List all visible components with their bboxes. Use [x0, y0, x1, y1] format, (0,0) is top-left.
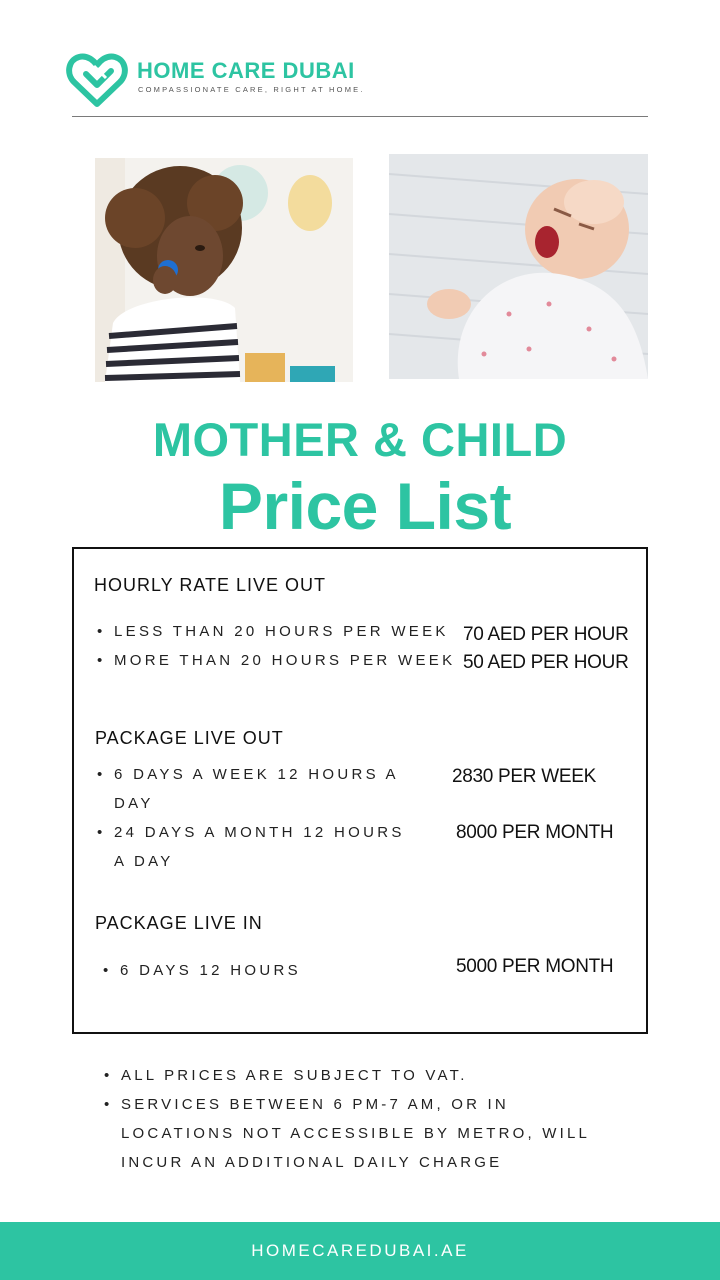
baby-photo [389, 154, 648, 379]
bullet: • [97, 652, 106, 669]
list-item [97, 617, 449, 646]
item-label: 6 DAYS 12 HOURS [120, 962, 301, 979]
header-divider [72, 116, 648, 117]
item-price: 70 AED PER HOUR [463, 624, 629, 645]
list-item [97, 760, 399, 789]
item-label-line2: A DAY [114, 853, 174, 870]
bullet: • [97, 824, 106, 841]
brand-name: HOME CARE DUBAI [137, 58, 355, 83]
item-price: 50 AED PER HOUR [463, 652, 629, 673]
bullet: • [97, 623, 106, 640]
note-line1: ALL PRICES ARE SUBJECT TO VAT. [121, 1067, 468, 1084]
item-price: 8000 PER MONTH [456, 822, 614, 843]
brand-tagline: COMPASSIONATE CARE, RIGHT AT HOME. [138, 85, 365, 94]
title-mother-child: MOTHER & CHILD [152, 413, 568, 466]
heart-logo-icon [66, 52, 128, 108]
note-item [104, 1090, 509, 1119]
item-label: LESS THAN 20 HOURS PER WEEK [114, 623, 449, 640]
item-price: 5000 PER MONTH [456, 956, 614, 977]
item-label: MORE THAN 20 HOURS PER WEEK [114, 652, 456, 669]
bullet: • [103, 962, 112, 979]
section-heading-live-out: PACKAGE LIVE OUT [95, 728, 284, 748]
item-price: 2830 PER WEEK [452, 766, 596, 787]
section-heading-live-in: PACKAGE LIVE IN [95, 913, 263, 933]
item-label-line1: 6 DAYS A WEEK 12 HOURS A [114, 766, 399, 783]
note-line2: LOCATIONS NOT ACCESSIBLE BY METRO, WILL [121, 1125, 591, 1142]
bullet: • [97, 766, 106, 783]
list-item [103, 956, 301, 985]
child-photo [95, 158, 353, 382]
bullet: • [104, 1096, 113, 1113]
item-label-line2: DAY [114, 795, 154, 812]
note-item [104, 1061, 468, 1090]
list-item [97, 646, 456, 675]
footer-website-link[interactable]: HOMECAREDUBAI.AE [251, 1241, 469, 1260]
item-label-line1: 24 DAYS A MONTH 12 HOURS [114, 824, 405, 841]
list-item [97, 818, 405, 847]
section-heading-hourly: HOURLY RATE LIVE OUT [94, 575, 327, 595]
note-line1: SERVICES BETWEEN 6 PM-7 AM, OR IN [121, 1096, 509, 1113]
note-line3: INCUR AN ADDITIONAL DAILY CHARGE [121, 1154, 503, 1171]
bullet: • [104, 1067, 113, 1084]
title-price-list: Price List [218, 469, 512, 543]
